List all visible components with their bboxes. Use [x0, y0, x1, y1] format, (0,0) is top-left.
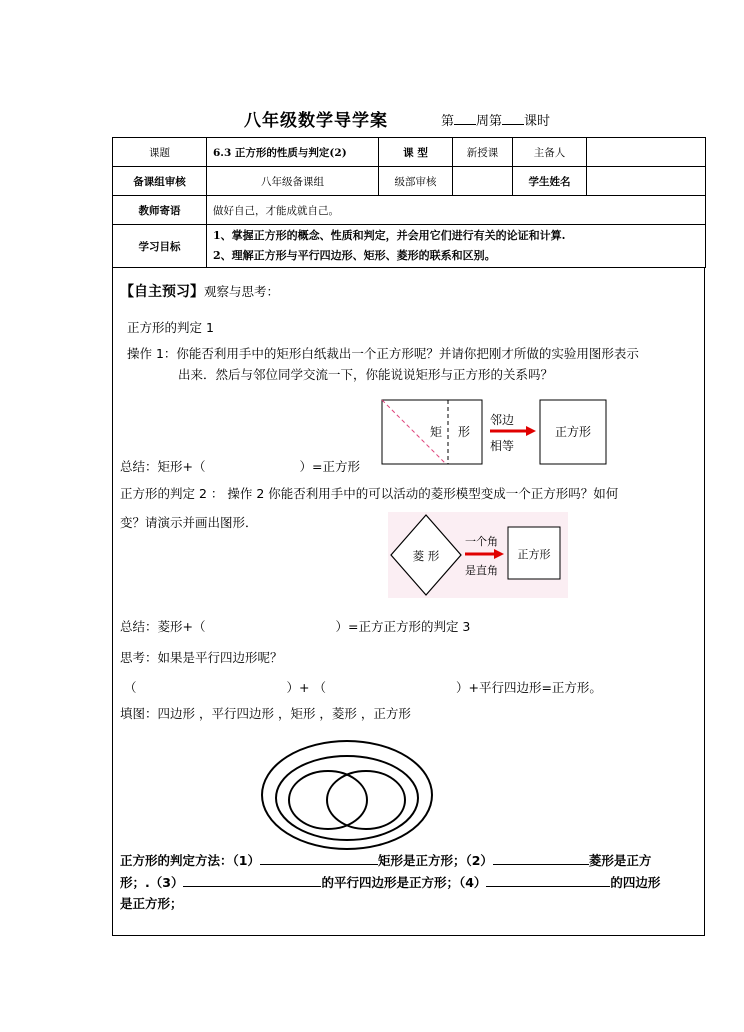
judgement-2-line2: 变？请演示并画出图形． — [120, 515, 258, 530]
period-blank[interactable] — [502, 112, 524, 125]
quadrilateral-nesting-diagram — [258, 738, 436, 852]
square-label: 正方形 — [554, 425, 592, 439]
teacher-message-value: 做好自己，才能成就自己。 — [207, 196, 706, 225]
method-3-blank[interactable] — [183, 874, 321, 887]
method-4-blank[interactable] — [486, 874, 610, 887]
judgement-1-title: 正方形的判定 1 — [127, 320, 214, 335]
table-row — [113, 138, 706, 167]
section-heading — [120, 284, 279, 300]
student-name-value[interactable] — [587, 167, 706, 196]
methods-2b: 的平行四边形是正方形；（4） — [321, 875, 487, 890]
parallelogram-ellipse[interactable] — [276, 756, 418, 840]
lesson-type-value: 新授课 — [453, 138, 513, 167]
rhombus-label: 菱 形 — [412, 549, 440, 563]
methods-line-1 — [120, 852, 651, 869]
summary-1-pre: 总结：矩形+（ — [120, 459, 206, 474]
teacher-message-label: 教师寄语 — [113, 196, 207, 225]
week-blank[interactable] — [454, 112, 476, 125]
topic-label: 课题 — [113, 138, 207, 167]
group-review-value: 八年级备课组 — [207, 167, 379, 196]
rect-label-right: 形 — [458, 425, 471, 439]
header-table — [112, 137, 706, 268]
section-title: 【自主预习】 — [120, 284, 204, 300]
summary-1-post: ）=正方形 — [299, 459, 360, 474]
week-pre: 第 — [441, 114, 455, 129]
arrow-label-bottom: 是直角 — [465, 564, 498, 577]
summary-2-pre: 总结：菱形+（ — [120, 619, 206, 634]
parallelogram-formula — [124, 680, 602, 696]
student-name-label: 学生姓名 — [513, 167, 587, 196]
methods-1a: 正方形的判定方法：（1） — [120, 853, 260, 868]
summary-2-post: ）=正方正方形的判定 3 — [335, 619, 471, 634]
summary-1 — [120, 459, 360, 475]
rectangle-to-square-figure — [380, 398, 610, 466]
goals-label: 学习目标 — [113, 225, 207, 268]
goals-cell — [207, 225, 706, 268]
section-subtitle: 观察与思考： — [204, 284, 280, 299]
methods-2c: 的四边形 — [610, 875, 661, 890]
methods-1c: 菱形是正方 — [588, 853, 652, 868]
grade-review-value[interactable] — [453, 167, 513, 196]
topic-value: 6.3 正方形的性质与判定(2) — [207, 138, 379, 167]
square-label: 正方形 — [517, 548, 551, 561]
method-2-blank[interactable] — [493, 852, 589, 865]
table-row — [113, 225, 706, 268]
quadrilateral-ellipse[interactable] — [262, 741, 432, 849]
think-question: 思考：如果是平行四边形呢？ — [120, 650, 283, 665]
document-title: 八年级数学导学案 — [244, 111, 388, 131]
red-arrow-head-icon — [526, 426, 536, 436]
preparer-label: 主备人 — [513, 138, 587, 167]
fill-diagram-instruction: 填图：四边形 ，平行四边形 ，矩形 ，菱形 ，正方形 — [120, 706, 411, 721]
arrow-label-top: 一个角 — [465, 535, 498, 548]
table-row — [113, 196, 706, 225]
summary-2 — [120, 619, 470, 635]
methods-2a: 形；.（3） — [120, 875, 184, 890]
methods-line-2 — [120, 874, 660, 891]
arrow-label-top: 邻边 — [490, 413, 515, 427]
group-review-label: 备课组审核 — [113, 167, 207, 196]
formula-middle: ）+ （ — [286, 680, 326, 695]
rhombus-to-square-figure — [388, 512, 568, 598]
methods-line-3: 是正方形； — [120, 896, 183, 911]
judgement-2-line1: 正方形的判定 2 ： 操作 2 你能否利用手中的可以活动的菱形模型变成一个正方形吗？如何 — [120, 486, 619, 501]
rect-label-left: 矩 — [430, 425, 443, 439]
operation-1-line2: 出来．然后与邻位同学交流一下，你能说说矩形与正方形的关系吗？ — [178, 367, 554, 382]
lesson-type-label: 课 型 — [379, 138, 453, 167]
formula-open: （ — [124, 680, 137, 695]
week-mid: 周第 — [476, 114, 503, 129]
arrow-label-bottom: 相等 — [490, 439, 515, 453]
operation-1-line1: 操作 1：你能否利用手中的矩形白纸裁出一个正方形呢？并请你把刚才所做的实验用图形表示 — [127, 346, 639, 361]
grade-review-label: 级部审核 — [379, 167, 453, 196]
formula-end: ）+平行四边形=正方形。 — [455, 680, 602, 695]
methods-1b: 矩形是正方形；（2） — [377, 853, 493, 868]
preparer-value[interactable] — [587, 138, 706, 167]
table-row — [113, 167, 706, 196]
week-period — [441, 110, 550, 129]
goal-1: 1、掌握正方形的概念、性质和判定，并会用它们进行有关的论证和计算. — [213, 229, 566, 242]
method-1-blank[interactable] — [260, 852, 378, 865]
goal-2: 2、理解正方形与平行四边形、矩形、菱形的联系和区别。 — [213, 249, 496, 262]
week-post: 课时 — [524, 114, 551, 129]
